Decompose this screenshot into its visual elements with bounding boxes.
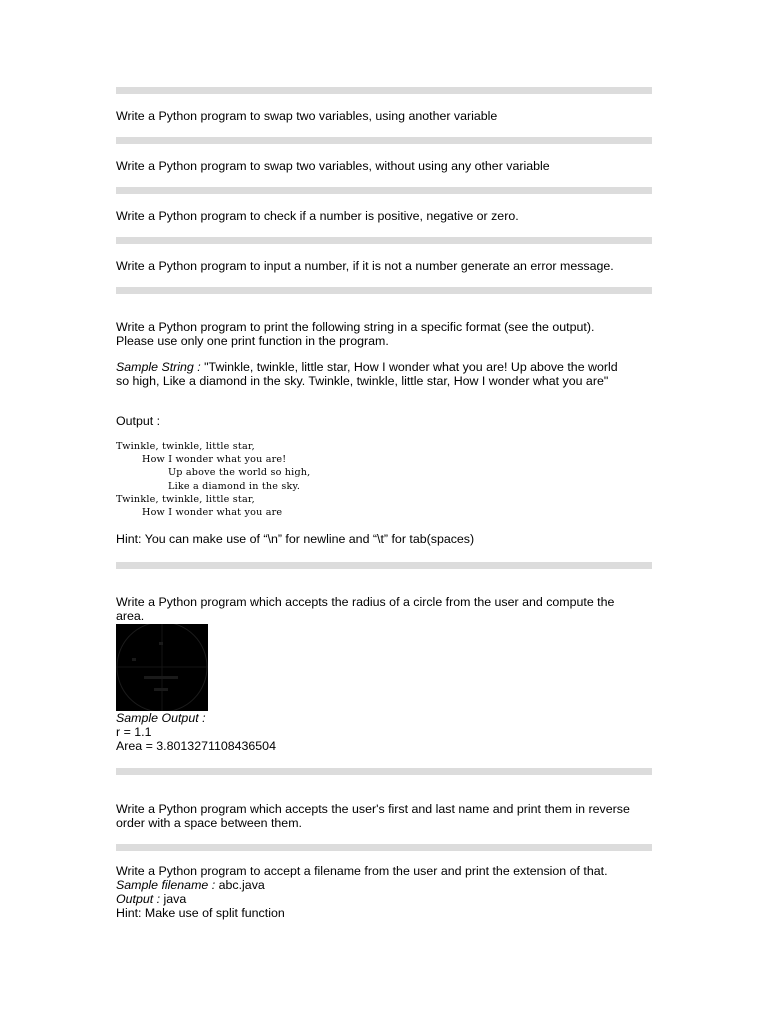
separator-bar [116,562,652,569]
exercise-8-sample-line [116,878,652,892]
exercise-6-text-line-1: Write a Python program which accepts the radius of a circle from the user and compute the [116,595,615,610]
exercise-6-area-line: Area = 3.8013271108436504 [116,739,276,754]
separator-bar [116,768,652,775]
sample-string-value-1: "Twinkle, twinkle, little star, How I wonder what you are! Up above the world [200,360,618,374]
exercise-2-text: Write a Python program to swap two variables, without using any other variable [116,159,550,173]
exercise-3-text: Write a Python program to check if a number is positive, negative or zero. [116,209,519,223]
exercise-7-text-line-2: order with a space between them. [116,816,302,831]
exercise-6-radius-line: r = 1.1 [116,725,152,740]
exercise-sheet [116,87,652,920]
sample-filename-value: abc.java [215,878,265,893]
sample-filename-label: Sample filename : [116,878,216,893]
exercise-8-hint: Hint: Make use of split function [116,906,285,921]
separator-bar [116,187,652,194]
output-code-line: How I wonder what you are! [116,454,287,466]
output-code-line: Up above the world so high, [116,467,311,479]
separator-bar [116,87,652,94]
output-label: Output : [116,892,161,907]
exercise-5-sample-line-2: so high, Like a diamond in the sky. Twinkle, twinkle, little star, How I wonder what you are" [116,374,609,388]
output-code-block [116,440,652,519]
output-value: java [160,892,187,907]
exercise-5-text-line-1: Write a Python program to print the following string in a specific format (see the output). [116,320,595,334]
exercise-3 [116,194,652,237]
exercise-4-text: Write a Python program to input a number, if it is not a number generate an error message. [116,259,614,273]
exercise-6-text-line-2: area. [116,609,145,624]
circle-diagram-image [116,624,208,711]
exercise-6 [116,569,652,768]
exercise-7-text-line-1: Write a Python program which accepts the user's first and last name and print them in reverse [116,802,630,817]
output-code-line: Twinkle, twinkle, little star, [116,493,255,505]
separator-bar [116,137,652,144]
exercise-5-hint: Hint: You can make use of “\n” for newline and “\t” for tab(spaces) [116,532,475,547]
separator-bar [116,237,652,244]
exercise-5 [116,294,652,562]
exercise-5-sample-line-1 [116,360,652,374]
exercise-7 [116,775,652,844]
sample-string-label: Sample String : [116,360,201,374]
exercise-8 [116,851,652,920]
circle-icon [116,624,208,711]
output-code-line: How I wonder what you are [116,507,283,519]
exercise-1-text: Write a Python program to swap two variables, using another variable [116,109,498,123]
output-code-line: Like a diamond in the sky. [116,480,301,492]
exercise-8-text: Write a Python program to accept a filename from the user and print the extension of that. [116,864,608,879]
separator-bar [116,844,652,851]
exercise-8-output-line [116,892,652,906]
separator-bar [116,287,652,294]
exercise-6-sample-label: Sample Output : [116,711,206,726]
exercise-5-text-line-2: Please use only one print function in the program. [116,334,389,348]
output-code-line: Twinkle, twinkle, little star, [116,441,255,452]
output-label: Output : [116,414,161,428]
exercise-4 [116,244,652,287]
exercise-2 [116,144,652,187]
exercise-1 [116,94,652,137]
